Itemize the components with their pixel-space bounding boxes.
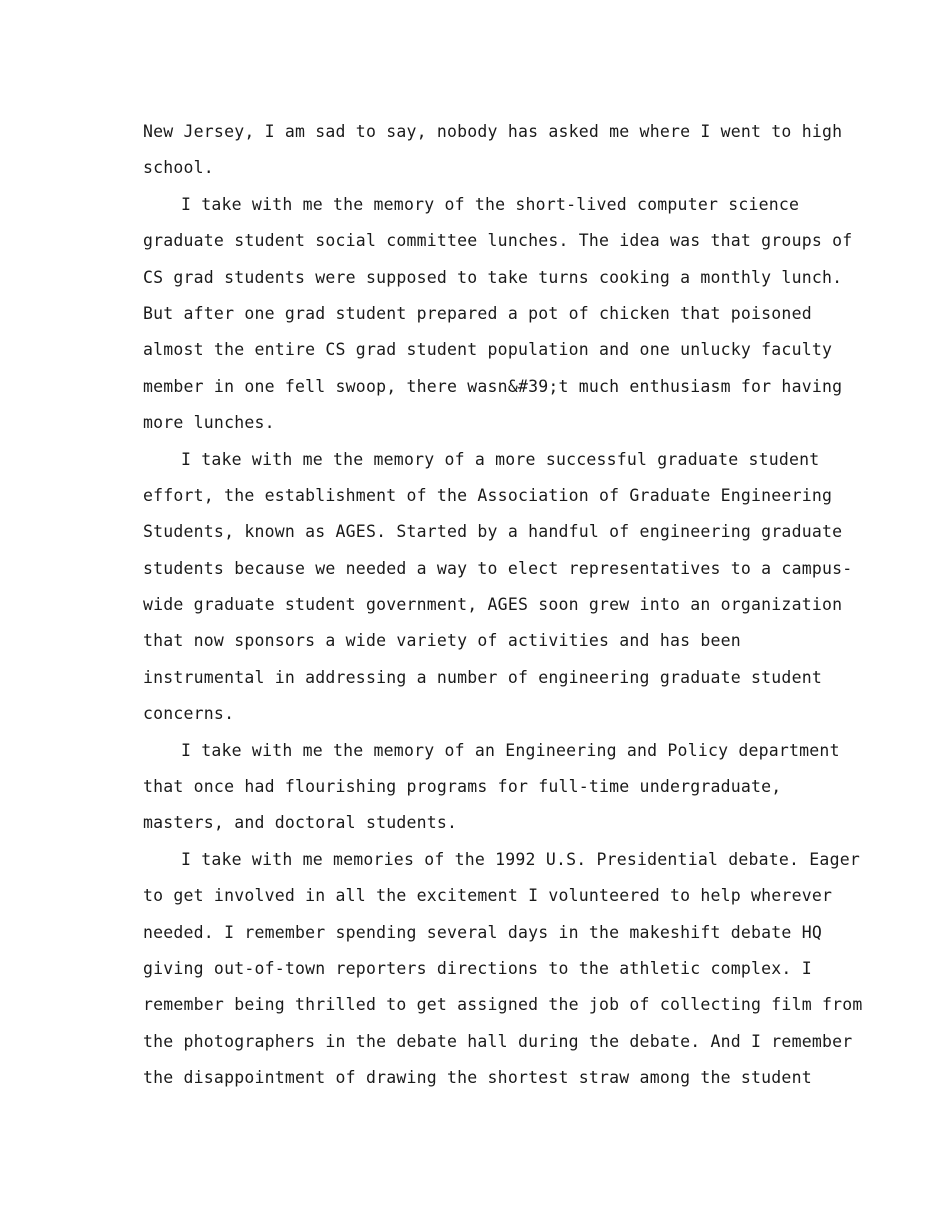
text-line: I take with me the memory of the short-lived computer science <box>181 194 800 214</box>
text-line: the photographers in the debate hall during the debate. And I remember <box>143 1031 853 1051</box>
text-line: instrumental in addressing a number of engineering graduate student <box>143 667 822 687</box>
text-line: Students, known as AGES. Started by a handful of engineering graduate <box>143 522 843 542</box>
text-line: I take with me the memory of an Engineering and Policy department <box>181 740 840 760</box>
text-line: to get involved in all the excitement I volunteered to help wherever <box>143 886 833 906</box>
text-line: giving out-of-town reporters directions to the athletic complex. I <box>143 958 812 978</box>
text-line: graduate student social committee lunches. The idea was that groups of <box>143 231 853 251</box>
text-line: effort, the establishment of the Association of Graduate Engineering <box>143 485 833 505</box>
text-line: masters, and doctoral students. <box>143 813 458 833</box>
text-line: I take with me the memory of a more successful graduate student <box>181 449 820 469</box>
text-line: remember being thrilled to get assigned the job of collecting film from <box>143 995 863 1015</box>
text-line: concerns. <box>143 704 235 724</box>
text-line: almost the entire CS grad student population and one unlucky faculty <box>143 340 833 360</box>
text-line: students because we needed a way to elect representatives to a campus- <box>143 558 853 578</box>
text-line: that now sponsors a wide variety of activities and has been <box>143 631 741 651</box>
body-text <box>143 114 863 1097</box>
text-line: the disappointment of drawing the shortest straw among the student <box>143 1068 812 1088</box>
text-line: CS grad students were supposed to take turns cooking a monthly lunch. <box>143 267 843 287</box>
text-line: needed. I remember spending several days in the makeshift debate HQ <box>143 922 822 942</box>
text-line: that once had flourishing programs for full-time undergraduate, <box>143 777 782 797</box>
text-line: school. <box>143 158 214 178</box>
text-line: wide graduate student government, AGES soon grew into an organization <box>143 595 843 615</box>
text-line: I take with me memories of the 1992 U.S. Presidential debate. Eager <box>181 849 860 869</box>
text-line: more lunches. <box>143 413 275 433</box>
text-line: But after one grad student prepared a pot of chicken that poisoned <box>143 303 812 323</box>
text-line: member in one fell swoop, there wasn&#39;t much enthusiasm for having <box>143 376 843 396</box>
text-line: New Jersey, I am sad to say, nobody has asked me where I went to high <box>143 122 843 141</box>
